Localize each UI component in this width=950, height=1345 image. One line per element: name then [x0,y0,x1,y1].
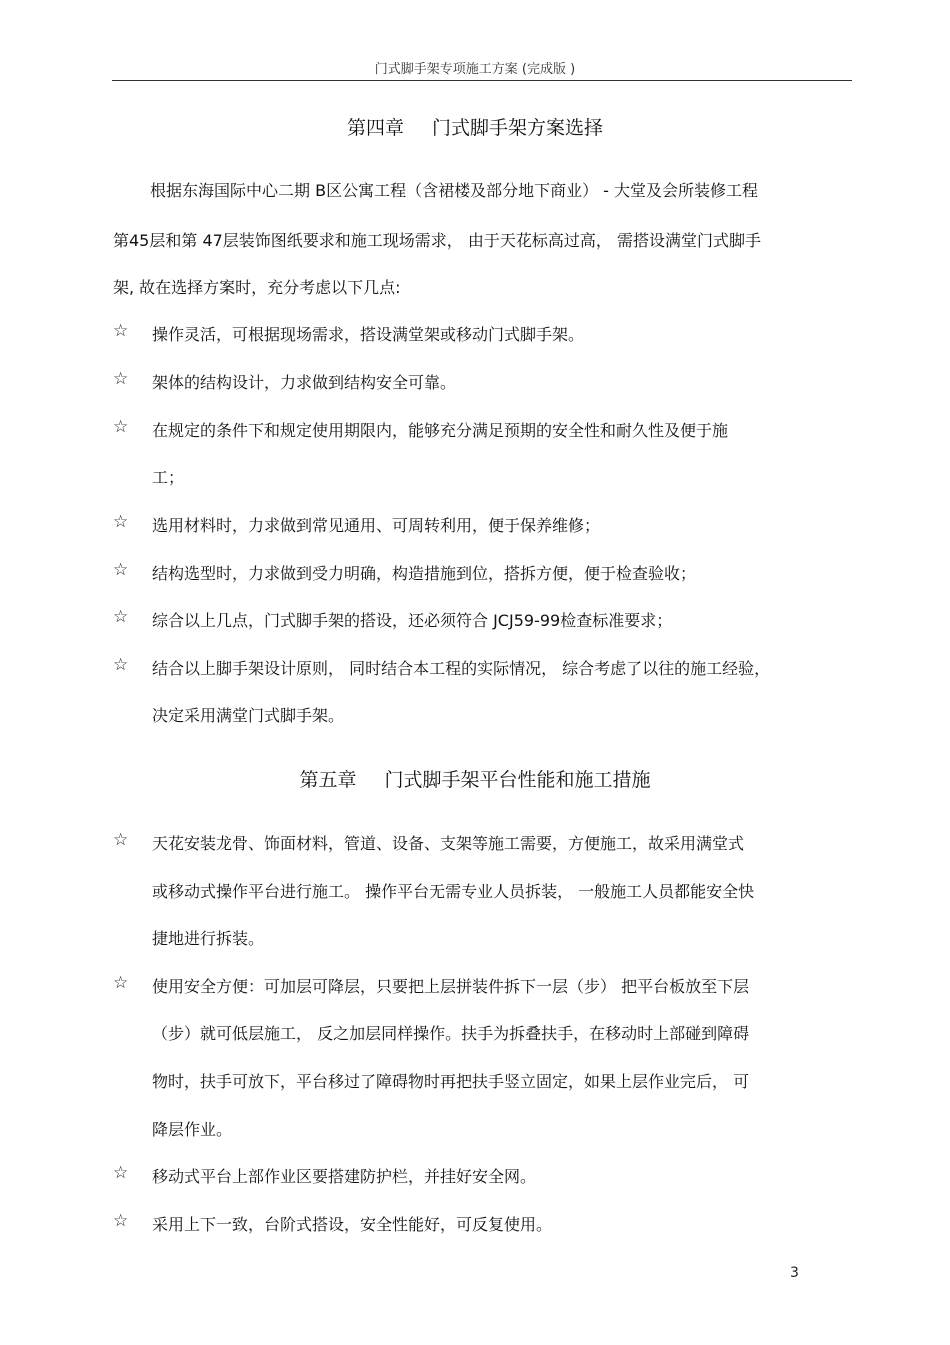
chapter-5-bullet-2-line-2: （步）就可低层施工， 反之加层同样操作。扶手为拆叠扶手，在移动时上部碰到障碍 [152,1024,750,1043]
star-bullet-icon: ☆ [113,1163,129,1183]
star-bullet-icon: ☆ [113,973,129,993]
chapter-4-intro-line-2: 第45层和第 47层装饰图纸要求和施工现场需求， 由于天花标高过高， 需搭设满堂门式脚手 [113,231,761,250]
chapter-5-number: 第五章 [299,769,357,791]
star-bullet-icon: ☆ [113,512,129,532]
chapter-5-heading [0,765,950,792]
star-bullet-icon: ☆ [113,321,129,341]
header-divider [112,80,852,81]
star-bullet-icon: ☆ [113,369,129,389]
chapter-4-bullet-6: 综合以上几点，门式脚手架的搭设，还必须符合 JCJ59-99检查标准要求； [152,611,673,630]
running-header-title: 门式脚手架专项施工方案 (完成版 ) [374,62,576,77]
star-bullet-icon: ☆ [113,560,129,580]
chapter-4-title: 门式脚手架方案选择 [432,117,604,139]
chapter-5-bullet-1-line-3: 捷地进行拆装。 [152,929,265,948]
chapter-4-heading [0,113,950,140]
chapter-5-bullet-4: 采用上下一致，台阶式搭设，安全性能好，可反复使用。 [152,1215,553,1234]
star-bullet-icon: ☆ [113,417,129,437]
chapter-5-bullet-1-line-2: 或移动式操作平台进行施工。 操作平台无需专业人员拆装， 一般施工人员都能安全快 [152,882,755,901]
chapter-4-intro-line-1: 根据东海国际中心二期 B区公寓工程（含裙楼及部分地下商业） - 大堂及会所装修工程 [150,181,759,200]
chapter-4-bullet-1: 操作灵活，可根据现场需求，搭设满堂架或移动门式脚手架。 [152,325,585,344]
chapter-4-bullet-7-line-1: 结合以上脚手架设计原则， 同时结合本工程的实际情况， 综合考虑了以往的施工经验， [152,659,771,678]
star-bullet-icon: ☆ [113,655,129,675]
chapter-5-bullet-2-line-1: 使用安全方便：可加层可降层，只要把上层拼装件拆下一层（步） 把平台板放至下层 [152,977,750,996]
chapter-4-intro-line-3: 架, 故在选择方案时，充分考虑以下几点: [113,278,401,297]
chapter-5-bullet-2-line-3: 物时，扶手可放下，平台移过了障碍物时再把扶手竖立固定，如果上层作业完后， 可 [152,1072,750,1091]
chapter-5-title: 门式脚手架平台性能和施工措施 [384,769,651,791]
chapter-4-bullet-2: 架体的结构设计，力求做到结构安全可靠。 [152,373,457,392]
page-number: 3 [790,1265,799,1281]
chapter-5-bullet-1-line-1: 天花安装龙骨、饰面材料，管道、设备、支架等施工需要，方便施工，故采用满堂式 [152,834,745,853]
chapter-5-bullet-2-line-4: 降层作业。 [152,1120,233,1139]
star-bullet-icon: ☆ [113,1211,129,1231]
chapter-4-bullet-3-line-2: 工； [152,468,185,487]
star-bullet-icon: ☆ [113,607,129,627]
chapter-4-bullet-3-line-1: 在规定的条件下和规定使用期限内，能够充分满足预期的安全性和耐久性及便于施 [152,421,729,440]
chapter-4-number: 第四章 [346,117,404,139]
chapter-4-bullet-5: 结构选型时，力求做到受力明确，构造措施到位，搭拆方便，便于检查验收； [152,564,697,583]
chapter-4-bullet-4: 选用材料时，力求做到常见通用、可周转利用，便于保养维修； [152,516,601,535]
star-bullet-icon: ☆ [113,830,129,850]
chapter-4-bullet-7-line-2: 决定采用满堂门式脚手架。 [152,706,345,725]
chapter-5-bullet-3: 移动式平台上部作业区要搭建防护栏，并挂好安全网。 [152,1167,537,1186]
